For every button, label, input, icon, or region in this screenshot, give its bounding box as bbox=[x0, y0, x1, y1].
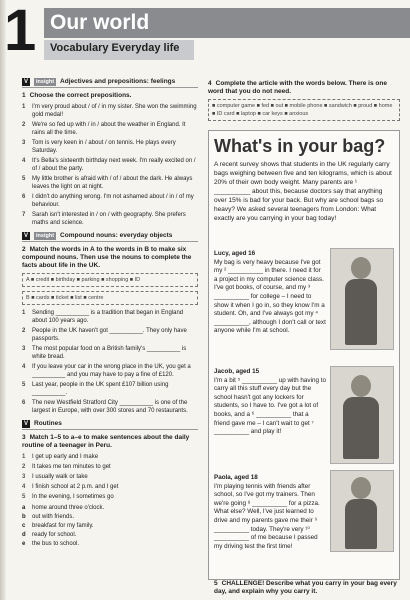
list-item bbox=[22, 327, 198, 343]
item-text: out with friends. bbox=[32, 514, 75, 520]
item-number: 4 bbox=[22, 158, 26, 164]
person-head-shape bbox=[351, 257, 371, 279]
list-item bbox=[22, 531, 198, 539]
left-column bbox=[22, 78, 198, 549]
exercise-5: 5 CHALLENGE! Describe what you carry in your bag every day, and explain why you carry it. bbox=[214, 580, 397, 595]
list-item bbox=[22, 157, 198, 173]
item-number: 2 bbox=[22, 122, 26, 128]
insight-badge: insight bbox=[36, 233, 55, 239]
item-text: The most popular food on a British family's __________ is white bread. bbox=[32, 346, 187, 360]
item-text: Sending __________ is a tradition that began in England about 100 years ago. bbox=[32, 310, 184, 324]
vocab-badge: V bbox=[24, 421, 29, 427]
person-text: My bag is very heavy because I've got my ² __________ in there. I need it for a project in my computer science class. I've got books, of course, and my ³ __________ for college – I need to show it when I go in, so they know I'm a student. Oh, and I've always got my ⁴ __________, although I don't call or text anyone while I'm at school. bbox=[214, 258, 326, 335]
person-text: I'm a bit ⁵ __________ up with having to carry all this stuff every day but the school hasn't got any lockers for students, so I have to. I've got a lot of books, and a ⁶ __________ that a friend gave me – I can't wait to get ⁷ __________ and play it! bbox=[214, 376, 326, 436]
article-person-jacob bbox=[214, 368, 326, 437]
item-number: 1 bbox=[22, 104, 26, 110]
article-title: What's in your bag? bbox=[214, 136, 386, 156]
item-number: 7 bbox=[22, 212, 26, 218]
insight-badge: insight bbox=[36, 79, 55, 85]
exercise-3-items bbox=[22, 453, 198, 501]
exercise-1-items bbox=[22, 103, 198, 227]
item-number: 3 bbox=[22, 140, 26, 146]
item-text: I get up early and I make bbox=[32, 454, 99, 460]
exercise-1-title: 1 Choose the correct prepositions. bbox=[22, 92, 132, 99]
item-letter: e bbox=[22, 541, 26, 547]
section3-heading-text: Routines bbox=[34, 420, 62, 427]
item-number: 6 bbox=[22, 400, 26, 406]
unit-number: 1 bbox=[4, 0, 37, 63]
vocab-badge: V bbox=[24, 79, 29, 85]
item-text: People in the UK haven't got __________. They only have passports. bbox=[32, 328, 187, 342]
person-name: Lucy, aged 16 bbox=[214, 250, 256, 257]
item-number: 6 bbox=[22, 194, 26, 200]
item-text: The new Westfield Stratford City __________ is one of the largest in Europe, with over 300 stores and 70 restaurants. bbox=[32, 400, 188, 414]
person-head-shape bbox=[351, 477, 371, 499]
list-item bbox=[22, 103, 198, 119]
section3-heading bbox=[22, 420, 198, 430]
person-text: I'm playing tennis with friends after school, so I've got my trainers. Then we're going ⁸ __________ for a pizza. What else? Well, I've just learned to drive and my parents gave me their ⁹ __________ today. They're very ¹⁰ __________ of me because I passed my driving test the first time! bbox=[214, 482, 320, 550]
item-number: 2 bbox=[22, 328, 26, 334]
exercise-2-title: 2 Match the words in A to the words in B to make six compound nouns. Then use the nouns to complete the facts about life in the UK. bbox=[22, 246, 192, 269]
list-item bbox=[22, 175, 198, 191]
exercise-3-endings bbox=[22, 504, 198, 548]
item-letter: c bbox=[22, 523, 26, 529]
list-item bbox=[22, 483, 198, 491]
item-text: home around three o'clock. bbox=[32, 505, 105, 511]
list-item bbox=[22, 463, 198, 471]
page-spine-shadow bbox=[0, 0, 6, 600]
list-item bbox=[22, 399, 198, 415]
unit-title: Our world bbox=[50, 11, 150, 34]
section2-heading-text: Compound nouns: everyday objects bbox=[60, 232, 173, 239]
item-text: I didn't do anything wrong. I'm not ashamed about / in / of my behaviour. bbox=[32, 194, 194, 208]
item-number: 5 bbox=[22, 382, 26, 388]
list-item bbox=[22, 473, 198, 481]
photo-lucy bbox=[330, 248, 394, 350]
person-body-shape bbox=[345, 499, 377, 549]
photo-jacob bbox=[330, 366, 394, 464]
section-subtitle: Vocabulary Everyday life bbox=[50, 42, 180, 54]
item-number: 3 bbox=[22, 346, 26, 352]
item-text: the bus to school. bbox=[32, 541, 80, 547]
item-text: Sarah isn't interested in / on / with geography. She prefers maths and science. bbox=[32, 212, 186, 226]
section1-heading bbox=[22, 78, 198, 88]
item-text: If you leave your car in the wrong place in the UK, you get a __________ and you may have to pay a fine of £120. bbox=[32, 364, 191, 378]
photo-paola bbox=[330, 470, 394, 552]
item-text: I usually walk or take bbox=[32, 474, 88, 480]
person-body-shape bbox=[343, 397, 379, 459]
item-text: We're so fed up with / in / about the weather in England. It rains all the time. bbox=[32, 122, 186, 136]
list-item bbox=[22, 211, 198, 227]
item-number: 3 bbox=[22, 474, 26, 480]
item-number: 4 bbox=[22, 364, 26, 370]
item-text: It's Bella's sixteenth birthday next week. I'm really excited on / of / about the party. bbox=[32, 158, 196, 172]
item-text: Tom is very keen in / about / on tennis. He plays every Saturday. bbox=[32, 140, 176, 154]
item-number: 1 bbox=[22, 310, 26, 316]
item-number: 5 bbox=[22, 494, 26, 500]
list-item bbox=[22, 522, 198, 530]
right-column bbox=[208, 78, 400, 125]
item-text: I'm very proud about / of / in my sister. She won the swimming gold medal! bbox=[32, 104, 197, 118]
section2-heading bbox=[22, 232, 198, 242]
list-item bbox=[22, 493, 198, 501]
list-item bbox=[22, 139, 198, 155]
item-number: 5 bbox=[22, 176, 26, 182]
item-number: 1 bbox=[22, 454, 26, 460]
item-letter: b bbox=[22, 514, 26, 520]
list-item bbox=[22, 309, 198, 325]
list-item bbox=[22, 193, 198, 209]
item-text: breakfast for my family. bbox=[32, 523, 94, 529]
list-item bbox=[22, 121, 198, 137]
exercise-3-title: 3 Match 1–5 to a–e to make sentences about the daily routine of a teenager in Peru. bbox=[22, 434, 190, 449]
item-text: In the evening, I sometimes go bbox=[32, 494, 114, 500]
list-item bbox=[22, 363, 198, 379]
item-number: 4 bbox=[22, 484, 26, 490]
person-body-shape bbox=[345, 279, 377, 345]
person-head-shape bbox=[351, 375, 371, 397]
list-item bbox=[22, 453, 198, 461]
item-text: ready for school. bbox=[32, 532, 77, 538]
section1-heading-text: Adjectives and prepositions: feelings bbox=[60, 78, 176, 85]
exercise-4-title: 4 Complete the article with the words below. There is one word that you do not need. bbox=[208, 80, 387, 95]
person-name: Jacob, aged 15 bbox=[214, 368, 260, 375]
item-text: My little brother is afraid with / of / about the dark. He always leaves the light on at night. bbox=[32, 176, 193, 190]
list-item bbox=[22, 513, 198, 521]
list-item bbox=[22, 540, 198, 548]
word-box-b: B ■ cards ■ ticket ■ list ■ centre bbox=[22, 291, 198, 305]
item-letter: d bbox=[22, 532, 26, 538]
item-text: It takes me ten minutes to get bbox=[32, 464, 111, 470]
word-box-a: A ■ credit ■ birthday ■ parking ■ shopping ■ ID bbox=[22, 273, 198, 287]
list-item bbox=[22, 381, 198, 397]
item-text: Last year, people in the UK spent £107 billion using __________. bbox=[32, 382, 169, 396]
article-person-paola bbox=[214, 474, 326, 551]
article-person-lucy bbox=[214, 250, 326, 336]
person-name: Paola, aged 18 bbox=[214, 474, 258, 481]
list-item bbox=[22, 345, 198, 361]
vocab-badge: V bbox=[24, 233, 29, 239]
list-item bbox=[22, 504, 198, 512]
exercise-2-items bbox=[22, 309, 198, 415]
item-letter: a bbox=[22, 505, 26, 511]
item-number: 2 bbox=[22, 464, 26, 470]
exercise-4-word-box: ■ computer game ■ fed ■ out ■ mobile phone ■ sandwich ■ proud ■ home ■ ID card ■ laptop ■ car keys ■ anxious bbox=[208, 99, 400, 121]
article-intro: A recent survey shows that students in the UK regularly carry bags weighing between five and ten kilograms, which is about 20% of their own body weight. Many parents are ¹ __________ about this, because doctors say that anything over 15% is bad for your back. But why are school bags so heavy? We asked several teenagers from London: What exactly are you carrying in your bag today! bbox=[214, 161, 392, 222]
item-text: I finish school at 2 p.m. and I get bbox=[32, 484, 119, 490]
